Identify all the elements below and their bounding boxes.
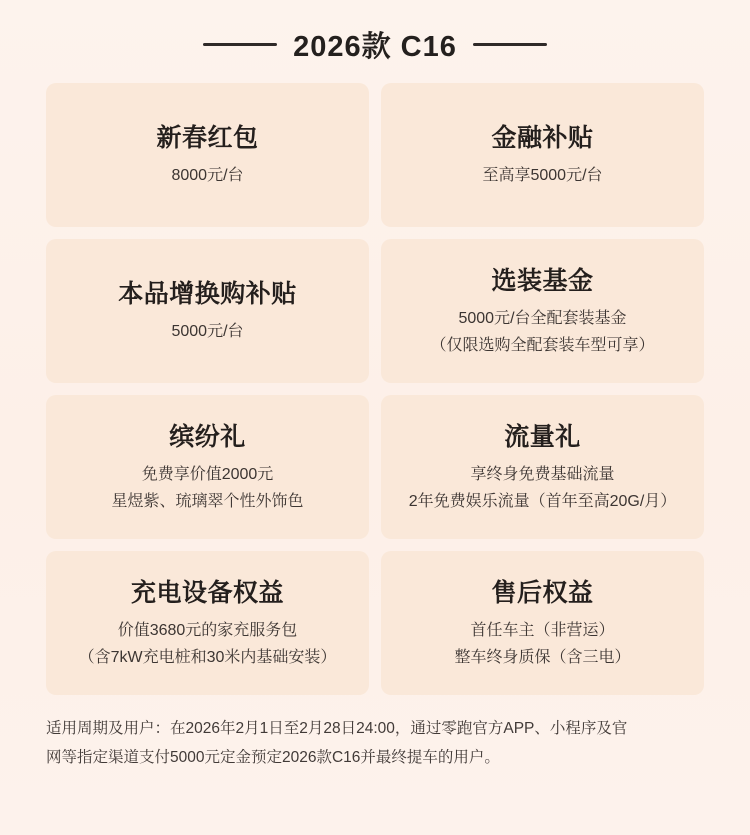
benefit-line: 整车终身质保（含三电） xyxy=(454,648,631,666)
benefit-line: 价值3680元的家充服务包 xyxy=(117,621,298,639)
title-rule-right xyxy=(473,43,547,46)
benefit-title: 本品增换购补贴 xyxy=(118,280,297,309)
benefit-card xyxy=(46,551,369,695)
benefit-line: 享终身免费基础流量 xyxy=(470,465,615,483)
benefit-title: 流量礼 xyxy=(504,422,581,451)
footnote-line: 适用周期及用户：在2026年2月1日至2月28日24:00，通过零跑官方APP、小程序及官 xyxy=(46,720,628,737)
benefit-card xyxy=(381,239,704,383)
page-title xyxy=(46,0,704,83)
benefit-line: 5000元/台全配套装基金 xyxy=(458,309,627,327)
footnote xyxy=(46,715,704,772)
benefit-line: 首任车主（非营运） xyxy=(470,621,615,639)
benefit-line: 至高享5000元/台 xyxy=(482,167,603,185)
benefit-detail xyxy=(430,308,654,356)
benefit-line: （含7kW充电桩和30米内基础安装） xyxy=(78,648,337,666)
footnote-line: 网等指定渠道支付5000元定金预定2026款C16并最终提车的用户。 xyxy=(46,748,500,766)
benefit-detail xyxy=(171,165,243,187)
benefit-title: 缤纷礼 xyxy=(169,422,246,451)
benefit-card xyxy=(46,83,369,227)
benefit-title: 新春红包 xyxy=(156,124,259,153)
benefit-card xyxy=(46,395,369,539)
page-title-text: 2026款 C16 xyxy=(293,31,457,63)
benefit-line: 星煜紫、琉璃翠个性外饰色 xyxy=(111,492,304,510)
benefit-line: 免费享价值2000元 xyxy=(141,465,274,483)
benefit-title: 充电设备权益 xyxy=(130,578,284,607)
benefit-title: 选装基金 xyxy=(491,266,594,295)
benefit-line: 2年免费娱乐流量（首年至高20G/月） xyxy=(408,492,677,510)
title-rule-left xyxy=(203,43,277,46)
benefit-detail xyxy=(482,165,602,187)
benefit-detail xyxy=(79,620,337,668)
benefit-detail xyxy=(454,620,630,668)
benefit-line: 8000元/台 xyxy=(171,167,244,185)
benefit-line: （仅限选购全配套装车型可享） xyxy=(430,336,655,354)
benefit-detail xyxy=(171,321,243,343)
benefit-card xyxy=(381,83,704,227)
benefit-detail xyxy=(409,464,677,512)
benefit-title: 售后权益 xyxy=(491,578,594,607)
benefit-line: 5000元/台 xyxy=(171,323,244,341)
benefit-detail xyxy=(111,464,303,512)
benefit-card xyxy=(381,551,704,695)
benefit-title: 金融补贴 xyxy=(491,124,594,153)
benefit-card xyxy=(46,239,369,383)
benefit-card xyxy=(381,395,704,539)
benefits-grid xyxy=(46,83,704,695)
